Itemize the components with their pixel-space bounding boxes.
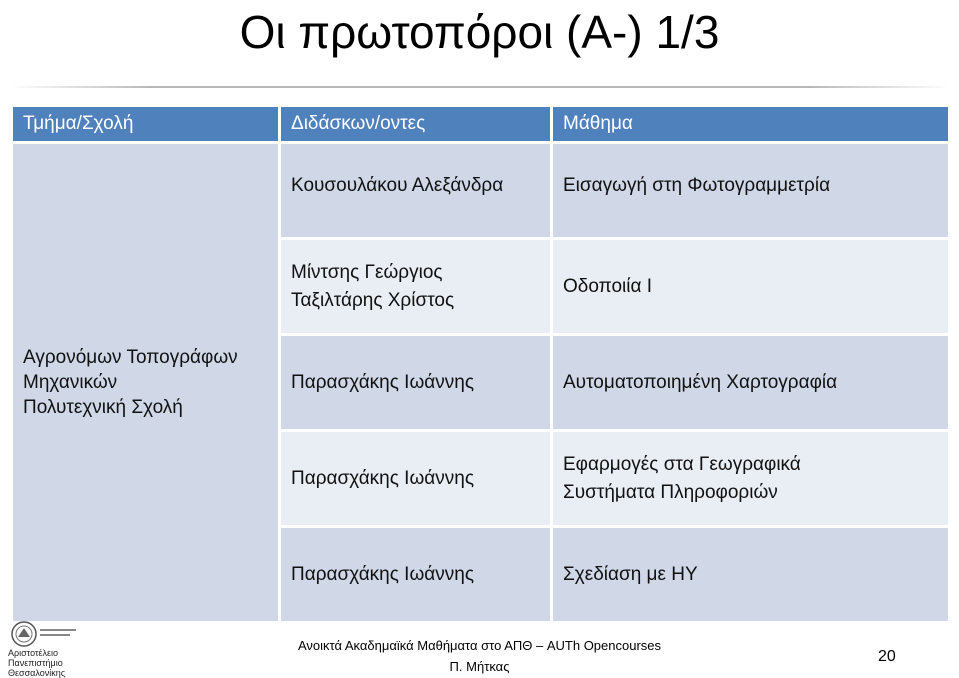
teacher-name: Μίντσης Γεώργιος [291, 261, 443, 283]
teacher-name: Παρασχάκης Ιωάννης [291, 563, 474, 585]
teacher-name: Παρασχάκης Ιωάννης [291, 371, 474, 393]
university-name-line: Αριστοτέλειο [8, 648, 59, 658]
teachers-cell [280, 527, 552, 623]
course-cell [552, 431, 950, 527]
course-name: Εφαρμογές στα Γεωγραφικά [563, 453, 801, 475]
teacher-name: Ταξιλτάρης Χρίστος [291, 289, 455, 311]
course-name: Σχεδίαση με ΗΥ [563, 563, 698, 585]
department-line: Μηχανικών [23, 372, 118, 393]
course-cell [552, 143, 950, 239]
teachers-cell [280, 431, 552, 527]
header-teachers: Διδάσκων/οντες [280, 106, 552, 143]
title-divider [10, 86, 950, 88]
pioneers-table [10, 104, 951, 624]
course-name: Αυτοματοποιημένη Χαρτογραφία [563, 371, 838, 393]
table-header-row [12, 106, 950, 143]
course-name: Συστήματα Πληροφοριών [563, 481, 778, 503]
header-department: Τμήμα/Σχολή [12, 106, 280, 143]
table-row [12, 143, 950, 239]
teacher-name: Κουσουλάκου Αλεξάνδρα [291, 174, 504, 196]
teachers-cell [280, 239, 552, 335]
teachers-cell [280, 143, 552, 239]
header-course: Μάθημα [552, 106, 950, 143]
university-name-line: Πανεπιστήμιο [8, 658, 63, 668]
teacher-name: Παρασχάκης Ιωάννης [291, 467, 474, 489]
course-name: Εισαγωγή στη Φωτογραμμετρία [563, 174, 831, 196]
university-name-line: Θεσσαλονίκης [8, 668, 66, 678]
course-cell [552, 335, 950, 431]
course-name: Οδοποιία Ι [563, 275, 653, 297]
course-cell [552, 527, 950, 623]
footer-author: Π. Μήτκας [449, 659, 510, 674]
department-line: Πολυτεχνική Σχολή [23, 397, 183, 418]
teachers-cell [280, 335, 552, 431]
footer-course-info: Ανοικτά Ακαδημαϊκά Μαθήματα στο ΑΠΘ – AUTh Opencourses [297, 638, 662, 653]
department-cell [12, 143, 280, 623]
page-number: 20 [878, 648, 896, 665]
slide-title: Οι πρωτοπόροι (Α-) 1/3 [239, 6, 720, 58]
course-cell [552, 239, 950, 335]
department-line: Αγρονόμων Τοπογράφων [23, 347, 238, 368]
